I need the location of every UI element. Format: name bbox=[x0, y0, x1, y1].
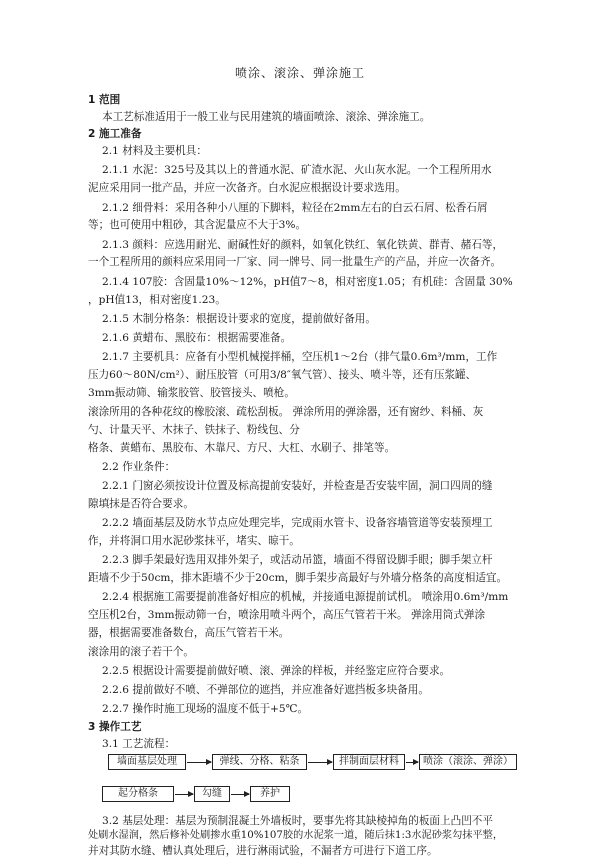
flow-arrow bbox=[187, 762, 211, 763]
paragraph-line: 滚涂用的滚子若干个。 bbox=[88, 646, 194, 658]
paragraph-line: 等；也可使用中粗砂，其含泥量应不大于3%。 bbox=[88, 219, 307, 231]
paragraph-line: 2.1.5 木制分格条：根据设计要求的宽度，提前做好备用。 bbox=[102, 313, 376, 325]
paragraph-line: 2.2.5 根据设计需要提前做好喷、滚、弹涂的样板，并经鉴定应符合要求。 bbox=[102, 665, 451, 677]
paragraph-line: 2.2 作业条件： bbox=[102, 461, 176, 473]
paragraph-line: 一个工程所用的颜料应采用同一厂家、同一牌号、同一批量生产的产品，并应一次备齐。 bbox=[88, 256, 502, 268]
paragraph-line: 作，并将洞口用水泥砂浆抹平，堵实、晾干。 bbox=[88, 535, 300, 547]
section-heading-scope: 1 范围 bbox=[88, 94, 121, 106]
paragraph-line: 本工艺标准适用于一般工业与民用建筑的墙面喷涂、滚涂、弹涂施工。 bbox=[102, 111, 431, 123]
flow-step-lines-and-strips: 弹线、分格、粘条 bbox=[212, 754, 307, 770]
paragraph-line: 2.1.7 主要机具：应备有小型机械搅拌桶，空压机1～2台（排气量0.6m³/mm，工作 bbox=[102, 351, 498, 363]
paragraph-line: 2.1.6 黄蜡布、黑胶布：根据需要准备。 bbox=[102, 332, 292, 344]
paragraph-line: 2.1 材料及主要机具： bbox=[102, 145, 207, 157]
paragraph-line: 2.1.2 细骨料：采用各种小八厘的下脚料，粒径在2mm左右的白云石屑、松香石屑 bbox=[102, 202, 488, 214]
paragraph-line: 2.2.4 根据施工需要提前准备好相应的机械，并接通电源提前试机。 喷涂用0.6m³/mm bbox=[102, 591, 509, 603]
paragraph-line: 空压机2台，3mm振动筛一台，喷涂用喷斗两个，高压气管若干米。 弹涂用筒式弹涂 bbox=[88, 609, 486, 621]
flow-arrow bbox=[231, 794, 249, 795]
flow-step-pointing: 勾缝 bbox=[194, 786, 230, 802]
flow-step-remove-strips: 起分格条 bbox=[102, 786, 174, 802]
flow-arrow bbox=[175, 794, 193, 795]
paragraph-line: 3.1 工艺流程： bbox=[102, 738, 176, 750]
paragraph-line: 并对其防水缝、槽认真处理后，进行淋雨试验，不漏者方可进行下道工序。 bbox=[88, 845, 438, 857]
paragraph-line: 勺、计量天平、木抹子、铁抹子、粉线包、分 bbox=[88, 424, 300, 436]
paragraph-line: 2.2.3 脚手架最好选用双排外架子，或活动吊篮，墙面不得留设脚手眼；脚手架立杆 bbox=[102, 554, 493, 566]
paragraph-line: 2.2.2 墙面基层及防水节点应处理完毕，完成雨水管卡、设备容墙管道等安装预埋工 bbox=[102, 517, 493, 529]
paragraph-line: 3mm振动筛、输浆胶管、胶管接头、喷枪。 bbox=[88, 387, 295, 399]
paragraph-line: 压力60～80N/cm²）、耐压胶管（可用3/8″氧气管）、接头、喷斗等，还有压浆罐、 bbox=[88, 369, 477, 381]
flow-step-base-treatment: 墙面基层处理 bbox=[108, 754, 186, 770]
paragraph-line: 滚涂所用的各种花纹的橡胶滚、疏松刮板。 弹涂所用的弹涂器，还有窗纱、料桶、灰 bbox=[88, 406, 484, 418]
paragraph-line: 泥应采用同一批产品，并应一次备齐。白水泥应根据设计要求选用。 bbox=[88, 182, 406, 194]
section-heading-preparation: 2 施工准备 bbox=[88, 128, 142, 140]
paragraph-line: 器，根据需要准备数台，高压气管若干米。 bbox=[88, 627, 290, 639]
paragraph-line: 2.1.3 颜料：应选用耐光、耐碱性好的颜料，如氧化铁红、氧化铁黄、群青、赭石等， bbox=[102, 239, 504, 251]
paragraph-line: 3.2 基层处理：基层为预制混凝土外墙板时，要事先将其缺棱掉角的板面上凸凹不平 bbox=[102, 815, 493, 827]
paragraph-line: 距墙不少于50cm，排木距墙不少于20cm，脚手架步高最好与外墙分格条的高度相适宜。 bbox=[88, 572, 508, 584]
flow-arrow bbox=[308, 762, 332, 763]
flow-step-mix-materials: 拌制面层材料 bbox=[333, 754, 405, 770]
paragraph-line: 2.1.4 107胶：含固量10%～12%，pH值7～8，相对密度1.05；有机硅：含固量 30% bbox=[102, 276, 513, 288]
section-heading-operation: 3 操作工艺 bbox=[88, 721, 142, 733]
paragraph-line: 2.2.6 提前做好不喷、不弹部位的遮挡，并应准备好遮挡板多块备用。 bbox=[102, 684, 429, 696]
paragraph-line: 2.2.7 操作时施工现场的温度不低于+5℃。 bbox=[102, 703, 309, 715]
flow-step-curing: 养护 bbox=[250, 786, 290, 802]
paragraph-line: 格条、黄蜡布、黑胶布、木靠尺、方尺、大杠、水刷子、排笔等。 bbox=[88, 442, 396, 454]
paragraph-line: 隙填抹是否符合要求。 bbox=[88, 498, 194, 510]
paragraph-line: 2.1.1 水泥：325号及其以上的普通水泥、矿渣水泥、火山灰水泥。一个工程所用水 bbox=[102, 164, 492, 176]
flow-arrow bbox=[406, 762, 418, 763]
document-title: 喷涂、滚涂、弹涂施工 bbox=[234, 66, 365, 80]
paragraph-line: ，pH值13，相对密度1.23。 bbox=[88, 294, 226, 306]
paragraph-line: 2.2.1 门窗必须按设计位置及标高提前安装好，并检查是否安装牢固，洞口四周的缝 bbox=[102, 480, 493, 492]
flow-step-spraying: 喷涂（滚涂、弹涂） bbox=[419, 754, 517, 770]
paragraph-line: 处刷水湿润，然后修补处刷掺水重10%107胶的水泥浆一道，随后抹1:3水泥砂浆勾抹平整， bbox=[88, 830, 504, 841]
